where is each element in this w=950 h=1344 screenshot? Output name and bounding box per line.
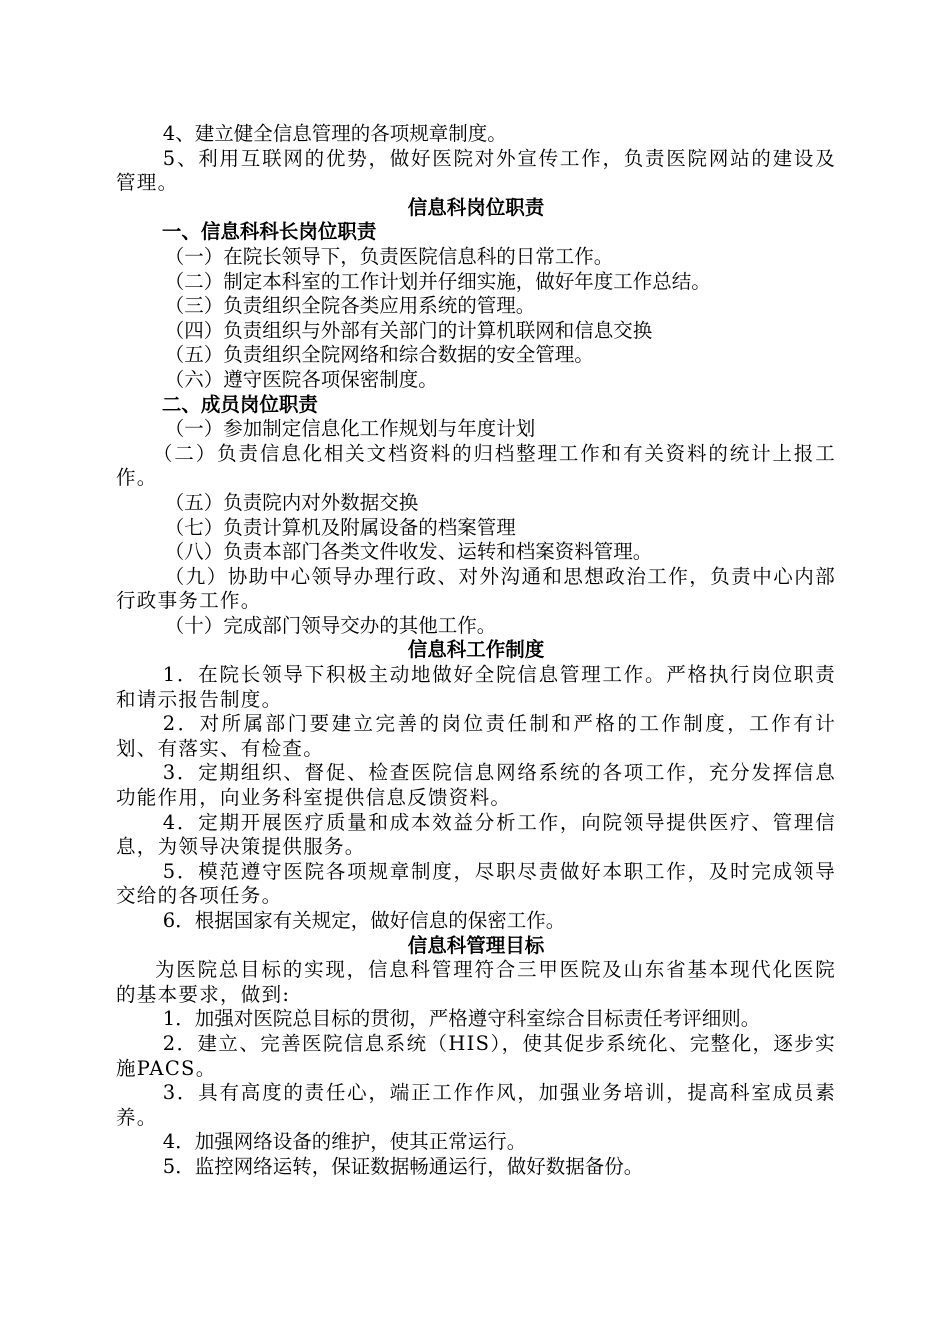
list-item: （十）完成部门领导交办的其他工作。 bbox=[164, 613, 497, 637]
list-item: （二）负责信息化相关文档资料的归档整理工作和有关资料的统计上报工作。 bbox=[116, 441, 836, 490]
paragraph: 2．对所属部门要建立完善的岗位责任制和严格的工作制度，工作有计划、有落实、有检查。 bbox=[116, 712, 836, 760]
document-body bbox=[116, 122, 836, 1180]
subsection-title: 一、信息科科长岗位职责 bbox=[161, 220, 377, 244]
paragraph: 4、建立健全信息管理的各项规章制度。 bbox=[162, 122, 507, 145]
paragraph: 3．具有高度的责任心，端正工作作风，加强业务培训，提高科室成员素养。 bbox=[116, 1081, 836, 1129]
paragraph: 4．定期开展医疗质量和成本效益分析工作，向院领导提供医疗、管理信息，为领导决策提供服务。 bbox=[116, 810, 836, 859]
paragraph: 为医院总目标的实现，信息科管理符合三甲医院及山东省基本现代化医院的基本要求，做到: bbox=[116, 958, 836, 1006]
subsection-title: 二、成员岗位职责 bbox=[161, 392, 318, 416]
paragraph: 1．加强对医院总目标的贯彻，严格遵守科室综合目标责任考评细则。 bbox=[162, 1007, 761, 1031]
list-item: （一）参加制定信息化工作规划与年度计划 bbox=[164, 417, 536, 441]
list-item: （六）遵守医院各项保密制度。 bbox=[164, 367, 438, 391]
paragraph: 2．建立、完善医院信息系统（HIS），使其促步系统化、完整化，逐步实施PACS。 bbox=[116, 1031, 836, 1080]
paragraph: 5．模范遵守医院各项规章制度，尽职尽责做好本职工作，及时完成领导交给的各项任务。 bbox=[116, 859, 836, 908]
list-item: （三）负责组织全院各类应用系统的管理。 bbox=[164, 294, 536, 318]
list-item: （四）负责组织与外部有关部门的计算机联网和信息交换 bbox=[164, 318, 653, 342]
section-title: 信息科管理目标 bbox=[407, 933, 545, 957]
paragraph: 5．监控网络运转，保证数据畅通运行，做好数据备份。 bbox=[162, 1154, 644, 1178]
section-title: 信息科岗位职责 bbox=[407, 195, 545, 219]
list-item: （一）在院长领导下，负责医院信息科的日常工作。 bbox=[164, 244, 614, 268]
section-title: 信息科工作制度 bbox=[407, 638, 545, 662]
paragraph: 5、利用互联网的优势，做好医院对外宣传工作，负责医院网站的建设及管理。 bbox=[116, 146, 836, 195]
paragraph: 6．根据国家有关规定，做好信息的保密工作。 bbox=[162, 909, 566, 932]
list-item: （九）协助中心领导办理行政、对外沟通和思想政治工作，负责中心内部行政事务工作。 bbox=[116, 564, 836, 613]
list-item: （七）负责计算机及附属设备的档案管理 bbox=[164, 515, 516, 539]
paragraph: 3．定期组织、督促、检查医院信息网络系统的各项工作，充分发挥信息功能作用，向业务科室提供信息反馈资料。 bbox=[116, 761, 836, 810]
list-item: （五）负责院内对外数据交换 bbox=[164, 490, 419, 514]
paragraph: 4．加强网络设备的维护，使其正常运行。 bbox=[162, 1130, 527, 1154]
paragraph: 1．在院长领导下积极主动地做好全院信息管理工作。严格执行岗位职责和请示报告制度。 bbox=[116, 663, 836, 711]
list-item: （八）负责本部门各类文件收发、运转和档案资料管理。 bbox=[164, 540, 653, 564]
list-item: （二）制定本科室的工作计划并仔细实施，做好年度工作总结。 bbox=[164, 269, 711, 293]
list-item: （五）负责组织全院网络和综合数据的安全管理。 bbox=[164, 343, 594, 367]
